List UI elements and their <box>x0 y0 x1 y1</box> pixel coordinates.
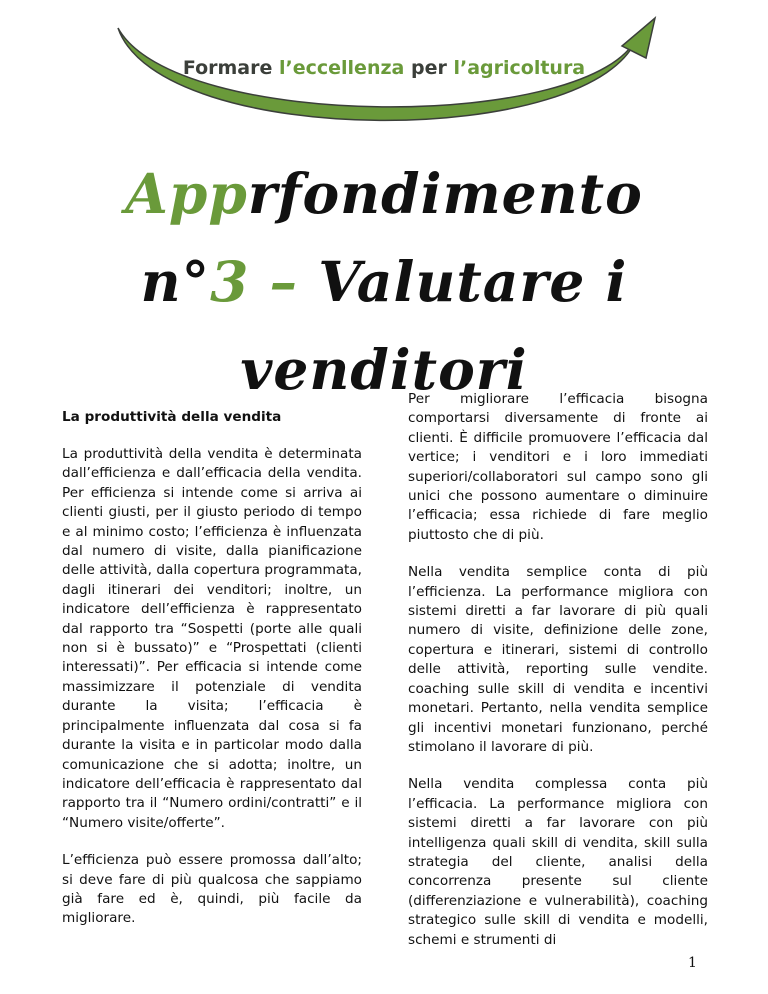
section-heading: La produttività della vendita <box>62 409 282 425</box>
title-line-1 <box>0 150 768 238</box>
tagline-word-2: l’eccellenza <box>279 57 405 79</box>
tagline-word-3: per <box>410 57 447 79</box>
title-word-rest: rfondimento <box>247 161 643 226</box>
left-paragraph-2: L’efficienza può essere promossa dall’alto; si deve fare di più qualcosa che sappiamo già fare ed è, quindi, più facile da migliorare. <box>62 852 362 927</box>
left-column <box>62 408 362 947</box>
page-title <box>0 150 768 414</box>
header-tagline <box>0 57 768 79</box>
title-line-2 <box>0 238 768 326</box>
right-paragraph-3: Nella vendita complessa conta più l’efficacia. La performance migliora con sistemi diretti a far lavorare con più intelligenza quali skill di vendita, skill sulla strategia del cliente, analisi della concorrenza presente sul cliente (differenziazione e vulnerabilità), coaching strategico sulle skill di vendita e modelli, schemi e strumenti di <box>408 776 708 948</box>
tagline-word-1: Formare <box>182 57 273 79</box>
tagline-word-4: l’agricoltura <box>453 57 586 79</box>
right-column <box>408 390 708 968</box>
page-number: 1 <box>688 955 697 971</box>
title-number: 3 <box>210 249 250 314</box>
title-subject: Valutare i <box>318 249 628 314</box>
right-paragraph-2: Nella vendita semplice conta di più l’efficienza. La performance migliora con sistemi diretti a far lavorare di più quali numero di visite, definizione delle zone, copertura e itinerari, sistemi di controllo delle attività, reporting sulle vendite. coaching sulle skill di vendita e incentivi monetari. Pertanto, nella vendita semplice gli incentivi monetari funzionano, perché stimolano il lavorare di più. <box>408 564 708 755</box>
title-accent: App <box>125 161 248 226</box>
title-dash: – <box>249 249 319 314</box>
right-paragraph-1: Per migliorare l’efficacia bisogna comportarsi diversamente di fronte ai clienti. È difficile promuovere l’efficacia dal vertice; i venditori e i loro immediati superiori/collaboratori sul campo sono gli unici che possono aumentare o diminuire l’efficacia; essa richiede di fare meglio piuttosto che di più. <box>408 391 708 543</box>
left-paragraph-1: La produttività della vendita è determinata dall’efficienza e dall’efficacia della vendita. Per efficienza si intende come si arriva ai clienti giusti, per il giusto periodo di tempo e al minimo costo; l’efficienza è influenzata dal numero di visite, dalla pianificazione delle attività, dalla copertura programmata, dagli itinerari dei venditori; inoltre, un indicatore dell’efficienza è rappresentato dal rapporto tra “Sospetti (porte alle quali non si è bussato)” e “Prospettati (clienti interessati)”. Per efficacia si intende come massimizzare il potenziale di vendita durante la visita; l’efficacia è principalmente influenzata dal cosa si fa durante la visita e in particolar modo dalla comunicazione che si adotta; inoltre, un indicatore dell’efficacia è rappresentato dal rapporto tra il “Numero ordini/contratti” e il “Numero visite/offerte”. <box>62 446 362 831</box>
title-last-word: venditori <box>240 337 528 402</box>
title-number-prefix: n° <box>140 249 211 314</box>
